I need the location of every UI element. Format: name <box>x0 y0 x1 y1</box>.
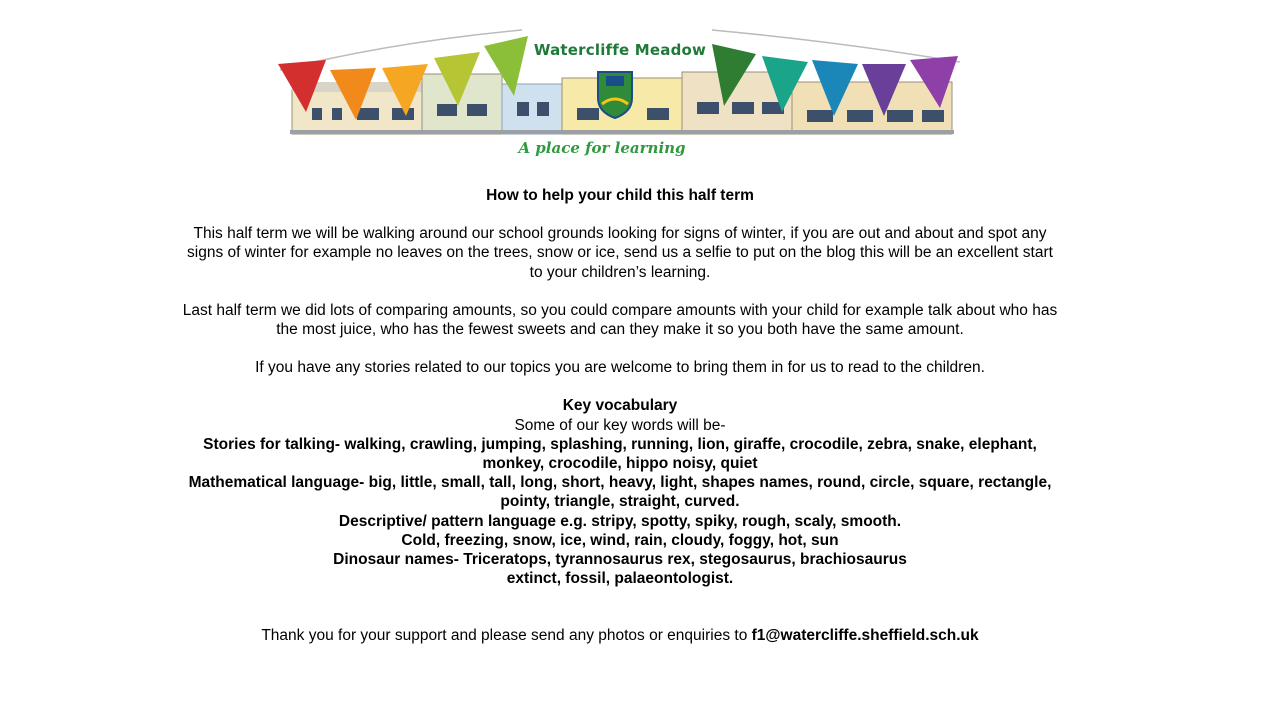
vocabulary-intro: Some of our key words will be- <box>514 416 726 434</box>
vocab-fossils: extinct, fossil, palaeontologist. <box>506 570 734 588</box>
vocab-maths: Mathematical language- big, little, small, tall, long, short, heavy, light, shapes names, round, circle, square, rectangle, pointy, triangle, straight, curved. <box>188 474 1052 511</box>
vocabulary-list <box>180 435 1060 589</box>
vocab-dinosaurs: Dinosaur names- Triceratops, tyrannosaurus rex, stegosaurus, brachiosaurus <box>333 551 907 569</box>
thanks-line <box>180 626 1060 645</box>
school-tagline: A place for learning <box>518 139 686 157</box>
comparing-paragraph: Last half term we did lots of comparing amounts, so you could compare amounts with your child for example talk about who has the most juice, who has the fewest sweets and can they make it so you both have the same amount. <box>182 301 1058 339</box>
school-banner <box>272 12 968 162</box>
vocabulary-heading: Key vocabulary <box>562 397 678 415</box>
newsletter-body <box>180 186 1060 646</box>
thanks-text: Thank you for your support and please send any photos or enquiries to <box>261 627 752 645</box>
school-name: Watercliffe Meadow <box>533 41 707 59</box>
contact-email: f1@watercliffe.sheffield.sch.uk <box>751 627 979 645</box>
vocab-weather: Cold, freezing, snow, ice, wind, rain, cloudy, foggy, hot, sun <box>401 531 839 549</box>
winter-paragraph: This half term we will be walking around our school grounds looking for signs of winter, if you are out and about and spot any signs of winter for example no leaves on the trees, snow or ice, send us a selfie to put on the blog this will be an excellent start to your children’s learning. <box>187 225 1053 281</box>
vocab-descriptive: Descriptive/ pattern language e.g. stripy, spotty, spiky, rough, scaly, smooth. <box>338 512 902 530</box>
page-title: How to help your child this half term <box>486 187 754 204</box>
vocab-stories: Stories for talking- walking, crawling, jumping, splashing, running, lion, giraffe, crocodile, zebra, snake, elephant, monkey, crocodile, hippo noisy, quiet <box>203 435 1037 473</box>
stories-paragraph: If you have any stories related to our topics you are welcome to bring them in for us to read to the children. <box>255 359 985 377</box>
